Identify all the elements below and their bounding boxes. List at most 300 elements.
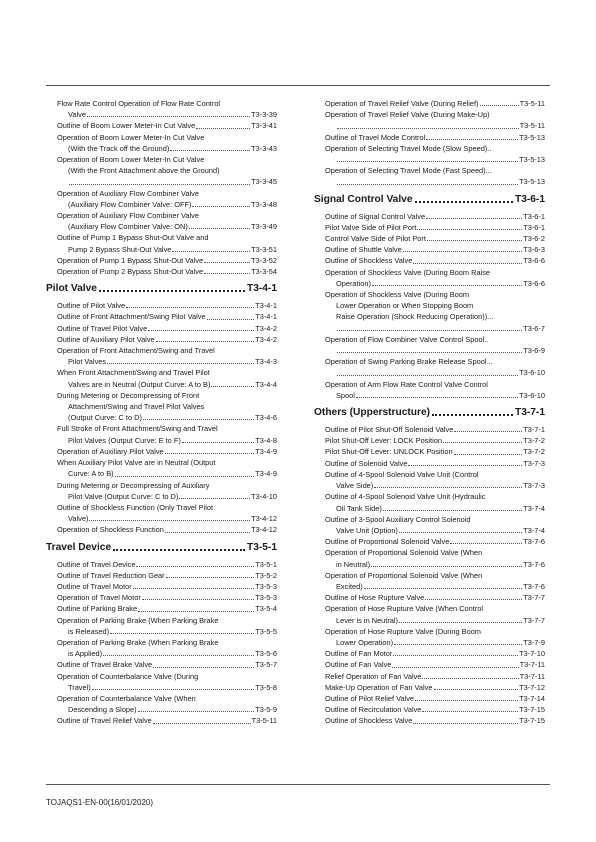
entry-text: Operation of Swing Parking Brake Release Spool... bbox=[325, 357, 493, 367]
entry-last-line bbox=[46, 199, 277, 210]
toc-entry[interactable] bbox=[46, 603, 277, 614]
entry-last-line bbox=[314, 615, 545, 626]
toc-entry[interactable] bbox=[314, 514, 545, 536]
entry-last-line bbox=[314, 536, 545, 547]
dot-leader bbox=[394, 644, 522, 645]
entry-text: Spool bbox=[336, 390, 355, 400]
toc-entry[interactable] bbox=[46, 98, 277, 120]
entry-last-line bbox=[314, 244, 545, 255]
entry-text: Outline of Hose Rupture Valve bbox=[325, 593, 425, 603]
section-title: Travel Device bbox=[46, 541, 112, 553]
dot-leader bbox=[148, 330, 254, 331]
dot-leader bbox=[426, 218, 522, 219]
toc-entry[interactable] bbox=[314, 715, 545, 726]
entry-text: Pump 2 Bypass Shut-Out Valve bbox=[68, 244, 172, 254]
entry-line bbox=[46, 98, 277, 109]
toc-entry[interactable] bbox=[46, 311, 277, 322]
toc-entry[interactable] bbox=[46, 266, 277, 277]
entry-text: Operation of Front Attachment/Swing and Travel bbox=[57, 346, 215, 356]
entry-line bbox=[314, 570, 545, 581]
entry-text: Valve) bbox=[68, 514, 89, 524]
toc-entry[interactable] bbox=[46, 637, 277, 659]
toc-entry[interactable] bbox=[46, 334, 277, 345]
dot-leader bbox=[143, 419, 254, 420]
entry-line bbox=[314, 547, 545, 558]
entry-page-number: T3-5-13 bbox=[519, 155, 545, 165]
entry-page-number: T3-5-11 bbox=[251, 716, 277, 726]
dot-leader bbox=[153, 667, 254, 668]
entry-last-line bbox=[46, 435, 277, 446]
toc-entry[interactable] bbox=[314, 603, 545, 625]
toc-entry[interactable] bbox=[314, 379, 545, 401]
toc-entry[interactable] bbox=[46, 592, 277, 603]
toc-entry[interactable] bbox=[314, 693, 545, 704]
toc-entry[interactable] bbox=[314, 671, 545, 682]
entry-text: Outline of Signal Control Valve bbox=[325, 211, 426, 221]
toc-entry[interactable] bbox=[46, 581, 277, 592]
toc-entry[interactable] bbox=[46, 615, 277, 637]
toc-section-heading[interactable] bbox=[314, 406, 545, 420]
entry-last-line bbox=[314, 648, 545, 659]
entry-page-number: T3-3-49 bbox=[251, 222, 277, 232]
toc-entry[interactable] bbox=[46, 345, 277, 367]
entry-last-line bbox=[314, 559, 545, 570]
entry-page-number: T3-6-7 bbox=[523, 323, 545, 333]
entry-last-line bbox=[314, 458, 545, 469]
entry-text: Outline of Pilot Valve bbox=[57, 301, 126, 311]
entry-last-line bbox=[314, 278, 545, 289]
entry-text: Raise Operation (Shock Reducing Operation))... bbox=[336, 312, 494, 322]
entry-text: Lever is in Neutral) bbox=[336, 615, 399, 625]
entry-text: Operation of Shockless Valve (During Boom bbox=[325, 290, 470, 300]
entry-line bbox=[314, 356, 545, 367]
entry-text: Outline of Pilot Relief Valve bbox=[325, 693, 415, 703]
dot-leader bbox=[204, 262, 250, 263]
entry-page-number: T3-7-12 bbox=[519, 682, 545, 692]
entry-page-number: T3-5-9 bbox=[255, 705, 277, 715]
entry-line bbox=[314, 267, 545, 278]
toc-entry[interactable] bbox=[314, 491, 545, 513]
toc-entry[interactable] bbox=[46, 457, 277, 479]
entry-text: Outline of Proportional Solenoid Valve bbox=[325, 537, 450, 547]
toc-entry[interactable] bbox=[314, 211, 545, 222]
dot-leader bbox=[196, 128, 250, 129]
entry-text: Pilot Valve (Output Curve: C to D) bbox=[68, 491, 179, 501]
dot-leader bbox=[99, 290, 245, 292]
entry-line bbox=[46, 615, 277, 626]
toc-entry[interactable] bbox=[314, 233, 545, 244]
toc-entry[interactable] bbox=[314, 536, 545, 547]
entry-last-line bbox=[46, 715, 277, 726]
toc-entry[interactable] bbox=[46, 367, 277, 389]
entry-text: Control Valve Side of Pilot Port bbox=[325, 234, 426, 244]
entry-text: (With the Track off the Ground) bbox=[68, 143, 170, 153]
entry-page-number: T3-3-54 bbox=[251, 267, 277, 277]
toc-entry[interactable] bbox=[314, 682, 545, 693]
dot-leader bbox=[87, 116, 250, 117]
entry-text: Operation of Proportional Solenoid Valve (When bbox=[325, 570, 483, 580]
entry-last-line bbox=[46, 592, 277, 603]
entry-last-line bbox=[314, 682, 545, 693]
entry-last-line bbox=[46, 266, 277, 277]
entry-line bbox=[46, 210, 277, 221]
entry-text: Outline of Parking Brake bbox=[57, 604, 138, 614]
toc-entry[interactable] bbox=[314, 626, 545, 648]
toc-entry[interactable] bbox=[314, 334, 545, 356]
toc-entry[interactable] bbox=[46, 693, 277, 715]
entry-text: Full Stroke of Front Attachment/Swing and Travel bbox=[57, 424, 218, 434]
dot-leader bbox=[399, 532, 522, 533]
dot-leader bbox=[182, 442, 254, 443]
toc-entry[interactable] bbox=[46, 120, 277, 131]
entry-text: Curve: A to B) bbox=[68, 469, 114, 479]
toc-entry[interactable] bbox=[46, 502, 277, 524]
dot-leader bbox=[337, 330, 522, 331]
entry-last-line bbox=[314, 255, 545, 266]
entry-line bbox=[46, 671, 277, 682]
entry-page-number: T3-3-39 bbox=[251, 110, 277, 120]
dot-leader bbox=[372, 285, 522, 286]
entry-text: Pilot Valve Side of Pilot Port bbox=[325, 222, 417, 232]
entry-page-number: T3-6-6 bbox=[523, 256, 545, 266]
entry-page-number: T3-7-9 bbox=[523, 637, 545, 647]
toc-entry[interactable] bbox=[46, 300, 277, 311]
entry-page-number: T3-4-9 bbox=[255, 446, 277, 456]
dot-leader bbox=[142, 599, 254, 600]
entry-last-line bbox=[314, 715, 545, 726]
entry-last-line bbox=[314, 211, 545, 222]
header-rule bbox=[46, 85, 550, 86]
toc-entry[interactable] bbox=[46, 559, 277, 570]
entry-page-number: T3-4-12 bbox=[251, 514, 277, 524]
entry-line bbox=[46, 390, 277, 401]
dot-leader bbox=[115, 476, 255, 477]
toc-entry[interactable] bbox=[46, 446, 277, 457]
entry-text: Operation of Hose Rupture Valve (During Boom bbox=[325, 626, 481, 636]
entry-page-number: T3-5-13 bbox=[519, 132, 545, 142]
toc-section-heading[interactable] bbox=[46, 541, 277, 555]
dot-leader bbox=[374, 487, 522, 488]
toc-entry[interactable] bbox=[314, 98, 545, 109]
toc-entry[interactable] bbox=[314, 143, 545, 165]
toc-entry[interactable] bbox=[46, 255, 277, 266]
entry-text: When Front Attachment/Swing and Travel Pilot bbox=[57, 368, 210, 378]
entry-last-line bbox=[314, 503, 545, 514]
entry-text: During Metering or Decompressing of Front bbox=[57, 390, 200, 400]
toc-entry[interactable] bbox=[314, 704, 545, 715]
toc-entry[interactable] bbox=[314, 547, 545, 569]
toc-entry[interactable] bbox=[46, 423, 277, 445]
entry-text: Attachment/Swing and Travel Pilot Valves bbox=[68, 402, 205, 412]
entry-text: Outline of Travel Motor bbox=[57, 581, 132, 591]
entry-text: in Neutral) bbox=[336, 559, 371, 569]
dot-leader bbox=[103, 655, 254, 656]
entry-text: Operation of Arm Flow Rate Control Valve Control bbox=[325, 379, 488, 389]
toc-entry[interactable] bbox=[46, 659, 277, 670]
dot-leader bbox=[480, 105, 519, 106]
entry-page-number: T3-7-6 bbox=[523, 581, 545, 591]
entry-last-line bbox=[314, 132, 545, 143]
entry-line bbox=[46, 232, 277, 243]
toc-entry[interactable] bbox=[46, 154, 277, 188]
entry-text: Operation of Counterbalance Valve (During bbox=[57, 671, 199, 681]
entry-last-line bbox=[314, 592, 545, 603]
dot-leader bbox=[415, 201, 513, 203]
dot-leader bbox=[69, 184, 250, 185]
toc-entry[interactable] bbox=[46, 715, 277, 726]
dot-leader bbox=[170, 150, 250, 151]
entry-page-number: T3-6-2 bbox=[523, 234, 545, 244]
toc-section-heading[interactable] bbox=[46, 282, 277, 296]
entry-text: Make-Up Operation of Fan Valve bbox=[325, 682, 433, 692]
entry-text: Outline of Shuttle Valve bbox=[325, 245, 402, 255]
toc-entry[interactable] bbox=[314, 109, 545, 131]
dot-leader bbox=[356, 397, 518, 398]
dot-leader bbox=[413, 723, 518, 724]
toc-column-left bbox=[46, 98, 277, 727]
entry-text: Operation of Auxiliary Pilot Valve bbox=[57, 446, 164, 456]
section-page-number: T3-6-1 bbox=[514, 193, 545, 205]
entry-line bbox=[314, 469, 545, 480]
toc-entry[interactable] bbox=[314, 356, 545, 378]
toc-entry[interactable] bbox=[46, 210, 277, 232]
entry-text: Excited) bbox=[336, 581, 363, 591]
toc-column-right bbox=[314, 98, 545, 727]
entry-line bbox=[314, 300, 545, 311]
entry-page-number: T3-7-7 bbox=[523, 615, 545, 625]
entry-last-line bbox=[46, 143, 277, 154]
entry-page-number: T3-7-3 bbox=[523, 458, 545, 468]
toc-entry[interactable] bbox=[314, 424, 545, 435]
entry-last-line bbox=[46, 446, 277, 457]
entry-last-line bbox=[46, 603, 277, 614]
entry-text: Operation of Hose Rupture Valve (When Control bbox=[325, 604, 484, 614]
entry-text: Outline of Boom Lower Meter-In Cut Valve bbox=[57, 121, 196, 131]
entry-page-number: T3-5-3 bbox=[255, 581, 277, 591]
entry-text: Operation of Pump 1 Bypass Shut-Out Valve bbox=[57, 255, 204, 265]
entry-text: Outline of 4-Spool Solenoid Valve Unit (Control bbox=[325, 469, 479, 479]
entry-text: Operation of Parking Brake (When Parking Brake bbox=[57, 615, 219, 625]
entry-page-number: T3-7-11 bbox=[519, 671, 545, 681]
entry-text: Outline of Recirculation Valve bbox=[325, 705, 422, 715]
dot-leader bbox=[337, 352, 522, 353]
toc-entry[interactable] bbox=[314, 255, 545, 266]
entry-page-number: T3-4-3 bbox=[255, 357, 277, 367]
dot-leader bbox=[408, 465, 522, 466]
entry-text: Oil Tank Side) bbox=[336, 503, 382, 513]
entry-page-number: T3-4-1 bbox=[255, 312, 277, 322]
entry-last-line bbox=[46, 311, 277, 322]
entry-line bbox=[46, 188, 277, 199]
entry-last-line bbox=[46, 109, 277, 120]
entry-text: Operation of Travel Relief Valve (During Relief) bbox=[325, 99, 479, 108]
entry-last-line bbox=[314, 446, 545, 457]
toc-entry[interactable] bbox=[314, 570, 545, 592]
toc-entry[interactable] bbox=[46, 480, 277, 502]
entry-text: Outline of Pilot Shut-Off Solenoid Valve bbox=[325, 425, 454, 435]
toc-entry[interactable] bbox=[314, 469, 545, 491]
entry-page-number: T3-5-4 bbox=[255, 604, 277, 614]
entry-page-number: T3-4-2 bbox=[255, 323, 277, 333]
entry-text: Outline of Fan Valve bbox=[325, 660, 392, 670]
entry-line bbox=[46, 401, 277, 412]
dot-leader bbox=[89, 520, 250, 521]
entry-last-line bbox=[46, 379, 277, 390]
entry-text: Outline of Shockless Valve bbox=[325, 716, 413, 726]
dot-leader bbox=[138, 611, 254, 612]
entry-last-line bbox=[46, 300, 277, 311]
dot-leader bbox=[393, 655, 518, 656]
entry-text: Outline of Pump 1 Bypass Shut-Out Valve and bbox=[57, 233, 209, 243]
entry-text: is Applied) bbox=[68, 649, 103, 659]
dot-leader bbox=[417, 229, 522, 230]
dot-leader bbox=[399, 622, 522, 623]
toc-entry[interactable] bbox=[46, 390, 277, 424]
entry-line bbox=[314, 514, 545, 525]
toc-entry[interactable] bbox=[46, 524, 277, 535]
section-page-number: T3-4-1 bbox=[246, 283, 277, 295]
dot-leader bbox=[425, 599, 522, 600]
toc-entry[interactable] bbox=[46, 570, 277, 581]
entry-text: Pilot Shut-Off Lever: UNLOCK Position bbox=[325, 447, 453, 457]
entry-last-line bbox=[314, 424, 545, 435]
dot-leader bbox=[110, 633, 254, 634]
entry-text: Relief Operation of Fan Valve bbox=[325, 671, 422, 681]
entry-text: Lower Operation or When Stopping Boom bbox=[336, 301, 474, 311]
toc-entry[interactable] bbox=[314, 165, 545, 187]
entry-last-line bbox=[46, 648, 277, 659]
toc-entry[interactable] bbox=[314, 267, 545, 289]
entry-text: Descending a Slope) bbox=[68, 705, 137, 715]
entry-last-line bbox=[46, 221, 277, 232]
dot-leader bbox=[337, 161, 518, 162]
entry-last-line bbox=[314, 671, 545, 682]
entry-text: Operation of Auxiliary Flow Combiner Valve bbox=[57, 188, 199, 198]
entry-line bbox=[314, 603, 545, 614]
dot-leader bbox=[392, 667, 518, 668]
entry-page-number: T3-3-51 bbox=[251, 244, 277, 254]
dot-leader bbox=[427, 240, 522, 241]
entry-text: Outline of Solenoid Valve bbox=[325, 458, 408, 468]
toc-entry[interactable] bbox=[314, 648, 545, 659]
entry-page-number: T3-6-10 bbox=[519, 390, 545, 400]
entry-last-line bbox=[314, 154, 545, 165]
entry-text: Operation of Counterbalance Valve (When bbox=[57, 693, 196, 703]
entry-page-number: T3-7-15 bbox=[519, 716, 545, 726]
dot-leader bbox=[337, 128, 519, 129]
entry-text: Outline of Fan Motor bbox=[325, 649, 393, 659]
entry-text: Outline of Front Attachment/Swing Pilot Valve bbox=[57, 312, 206, 322]
entry-last-line bbox=[46, 176, 277, 187]
toc-entry[interactable] bbox=[314, 659, 545, 670]
toc-entry[interactable] bbox=[46, 132, 277, 154]
entry-text: Outline of 4-Spool Solenoid Valve Unit (Hydraulic bbox=[325, 492, 486, 502]
entry-page-number: T3-6-6 bbox=[523, 278, 545, 288]
dot-leader bbox=[138, 711, 255, 712]
entry-last-line bbox=[314, 98, 545, 109]
entry-page-number: T3-3-45 bbox=[251, 177, 277, 187]
dot-leader bbox=[165, 532, 250, 533]
toc-entry[interactable] bbox=[314, 458, 545, 469]
entry-page-number: T3-6-10 bbox=[519, 368, 545, 378]
entry-line bbox=[46, 423, 277, 434]
entry-last-line bbox=[46, 581, 277, 592]
entry-last-line bbox=[46, 120, 277, 131]
entry-line bbox=[314, 109, 545, 120]
dot-leader bbox=[443, 442, 522, 443]
toc-entry[interactable] bbox=[314, 435, 545, 446]
toc-entry[interactable] bbox=[314, 222, 545, 233]
entry-last-line bbox=[314, 659, 545, 670]
footer-rule bbox=[46, 784, 550, 785]
toc-entry[interactable] bbox=[314, 446, 545, 457]
entry-text: Operation of Parking Brake (When Parking Brake bbox=[57, 637, 219, 647]
entry-text: Outline of Travel Pilot Valve bbox=[57, 323, 148, 333]
entry-page-number: T3-4-10 bbox=[251, 491, 277, 501]
entry-text: Operation) bbox=[336, 278, 371, 288]
entry-text: Operation of Travel Relief Valve (During Make-Up) bbox=[325, 110, 490, 120]
entry-page-number: T3-4-12 bbox=[251, 525, 277, 535]
entry-last-line bbox=[314, 390, 545, 401]
toc-entry[interactable] bbox=[46, 232, 277, 254]
dot-leader bbox=[133, 588, 254, 589]
toc-entry[interactable] bbox=[46, 188, 277, 210]
entry-text: Operation of Shockless Valve (During Boom Raise bbox=[325, 267, 490, 277]
entry-last-line bbox=[46, 244, 277, 255]
entry-page-number: T3-7-4 bbox=[523, 503, 545, 513]
entry-last-line bbox=[314, 704, 545, 715]
dot-leader bbox=[422, 711, 518, 712]
toc-entry[interactable] bbox=[314, 132, 545, 143]
entry-text: Lower Operation) bbox=[336, 637, 394, 647]
dot-leader bbox=[450, 543, 522, 544]
entry-text: Operation of Selecting Travel Mode (Fast Speed)... bbox=[325, 166, 492, 176]
dot-leader bbox=[432, 414, 513, 416]
dot-leader bbox=[337, 184, 518, 185]
entry-last-line bbox=[46, 659, 277, 670]
toc-entry[interactable] bbox=[314, 592, 545, 603]
section-page-number: T3-7-1 bbox=[514, 407, 545, 419]
entry-text: Operation of Boom Lower Meter-In Cut Valve bbox=[57, 132, 205, 142]
entry-text: is Released) bbox=[68, 626, 110, 636]
entry-page-number: T3-5-3 bbox=[255, 593, 277, 603]
entry-last-line bbox=[314, 480, 545, 491]
entry-page-number: T3-7-3 bbox=[523, 481, 545, 491]
entry-page-number: T3-6-1 bbox=[523, 211, 545, 221]
entry-text: Valve bbox=[68, 110, 86, 120]
entry-last-line bbox=[314, 222, 545, 233]
toc-entry[interactable] bbox=[46, 323, 277, 334]
entry-last-line bbox=[46, 513, 277, 524]
entry-line bbox=[314, 334, 545, 345]
entry-last-line bbox=[314, 323, 545, 334]
toc-entry[interactable] bbox=[314, 244, 545, 255]
entry-text: (Auxiliary Flow Combiner Valve: ON) bbox=[68, 222, 188, 232]
toc-entry[interactable] bbox=[314, 289, 545, 334]
section-title: Others (Upperstructure) bbox=[314, 407, 431, 419]
section-title: Pilot Valve bbox=[46, 283, 97, 295]
entry-text: Operation of Shockless Function bbox=[57, 525, 164, 535]
dot-leader bbox=[189, 228, 250, 229]
entry-text: Pilot Shut-Off Lever: LOCK Position bbox=[325, 436, 442, 446]
entry-text: Valve Side) bbox=[336, 481, 374, 491]
entry-text: Pilot Valves (Output Curve: E to F) bbox=[68, 435, 181, 445]
entry-last-line bbox=[314, 435, 545, 446]
entry-page-number: T3-7-10 bbox=[519, 649, 545, 659]
entry-text: When Auxiliary Pilot Valve are in Neutral (Output bbox=[57, 458, 216, 468]
toc-entry[interactable] bbox=[46, 671, 277, 693]
toc-section-heading[interactable] bbox=[314, 193, 545, 207]
